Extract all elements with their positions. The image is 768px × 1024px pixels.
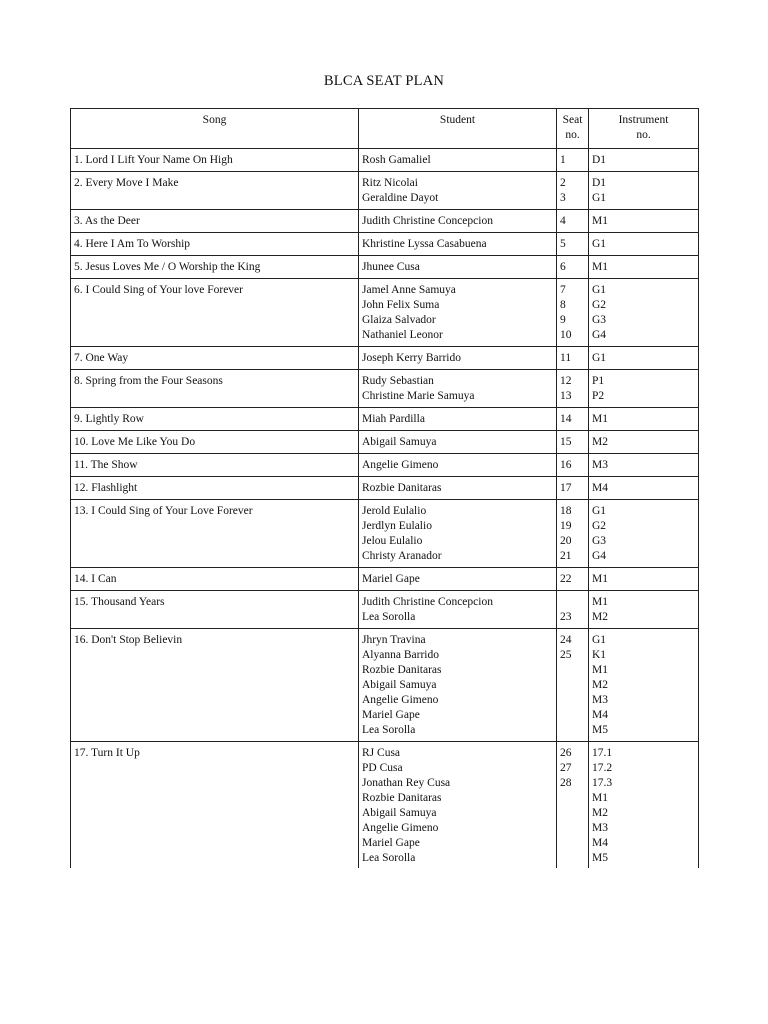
instrument-cell (589, 629, 699, 742)
instrument-number: M3 (592, 694, 608, 706)
table-row (71, 742, 699, 869)
student-name: Angelie Gimeno (362, 822, 439, 834)
seat-number: 11 (560, 352, 572, 364)
table-row (71, 431, 699, 454)
seat-cell (557, 172, 589, 210)
student-name: Jerdlyn Eulalio (362, 520, 432, 532)
instrument-cell (589, 500, 699, 568)
instrument-cell (589, 454, 699, 477)
student-name: Jonathan Rey Cusa (362, 777, 451, 789)
student-name: John Felix Suma (362, 299, 440, 311)
instrument-number: M1 (592, 596, 608, 608)
table-row (71, 347, 699, 370)
instrument-number: M1 (592, 413, 608, 425)
student-cell (359, 233, 557, 256)
seat-cell (557, 477, 589, 500)
student-name: Joseph Kerry Barrido (362, 352, 462, 364)
student-name: Geraldine Dayot (362, 192, 439, 204)
seat-number: 3 (560, 192, 566, 204)
seat-number: 28 (560, 777, 572, 789)
seat-cell (557, 629, 589, 742)
instrument-cell (589, 256, 699, 279)
instrument-number: P2 (592, 390, 605, 402)
instrument-number: M2 (592, 436, 608, 448)
header-instrument-no: Instrument no. (589, 109, 699, 149)
student-name: Angelie Gimeno (362, 694, 439, 706)
instrument-cell (589, 591, 699, 629)
instrument-number: M1 (592, 215, 608, 227)
instrument-number: P1 (592, 375, 605, 387)
student-name: Nathaniel Leonor (362, 329, 443, 341)
seat-cell (557, 233, 589, 256)
song-title: 3. As the Deer (74, 215, 140, 227)
instrument-number: D1 (592, 177, 607, 189)
song-title: 6. I Could Sing of Your love Forever (74, 284, 243, 296)
instrument-number: G3 (592, 314, 607, 326)
song-title: 5. Jesus Loves Me / O Worship the King (74, 261, 261, 273)
song-cell (71, 256, 359, 279)
instrument-number: G1 (592, 634, 607, 646)
student-name: Jhryn Travina (362, 634, 426, 646)
student-name: PD Cusa (362, 762, 403, 774)
instrument-number: M3 (592, 459, 608, 471)
seat-cell (557, 210, 589, 233)
table-row (71, 408, 699, 431)
seat-number: 12 (560, 375, 572, 387)
seat-cell (557, 149, 589, 172)
seat-number: 8 (560, 299, 566, 311)
header-student: Student (359, 109, 557, 149)
instrument-number: M4 (592, 709, 608, 721)
seat-number: 18 (560, 505, 572, 517)
student-name: Rozbie Danitaras (362, 792, 442, 804)
song-cell (71, 279, 359, 347)
seat-number: 6 (560, 261, 566, 273)
student-name: Abigail Samuya (362, 436, 437, 448)
instrument-number: K1 (592, 649, 607, 661)
seat-cell (557, 742, 589, 869)
student-name: Mariel Gape (362, 837, 420, 849)
student-name: Abigail Samuya (362, 807, 437, 819)
seat-number: 15 (560, 436, 572, 448)
student-name: Judith Christine Concepcion (362, 596, 493, 608)
song-cell (71, 408, 359, 431)
seat-number: 13 (560, 390, 572, 402)
student-name: Lea Sorolla (362, 724, 416, 736)
student-cell (359, 477, 557, 500)
header-song: Song (71, 109, 359, 149)
instrument-cell (589, 172, 699, 210)
song-cell (71, 500, 359, 568)
student-cell (359, 149, 557, 172)
student-name: Mariel Gape (362, 573, 420, 585)
table-row (71, 279, 699, 347)
table-row (71, 454, 699, 477)
instrument-cell (589, 347, 699, 370)
instrument-cell (589, 149, 699, 172)
student-name: Angelie Gimeno (362, 459, 439, 471)
student-name: Jhunee Cusa (362, 261, 420, 273)
student-name: Lea Sorolla (362, 611, 416, 623)
seat-cell (557, 256, 589, 279)
page-title: BLCA SEAT PLAN (323, 73, 445, 89)
song-title: 13. I Could Sing of Your Love Forever (74, 505, 253, 517)
header-row (71, 109, 699, 149)
song-title: 15. Thousand Years (74, 596, 165, 608)
student-cell (359, 210, 557, 233)
song-title: 14. I Can (74, 573, 117, 585)
song-title: 1. Lord I Lift Your Name On High (74, 154, 233, 166)
song-cell (71, 210, 359, 233)
song-title: 8. Spring from the Four Seasons (74, 375, 223, 387)
seat-cell (557, 591, 589, 629)
instrument-cell (589, 568, 699, 591)
seat-number: 23 (560, 611, 572, 623)
seat-number: 10 (560, 329, 572, 341)
instrument-number: M5 (592, 724, 608, 736)
table-row (71, 500, 699, 568)
song-cell (71, 149, 359, 172)
seat-number: 21 (560, 550, 572, 562)
instrument-number: D1 (592, 154, 607, 166)
song-title: 10. Love Me Like You Do (74, 436, 196, 448)
instrument-number: G1 (592, 505, 607, 517)
song-title: 16. Don't Stop Believin (74, 634, 183, 646)
instrument-number: M1 (592, 792, 608, 804)
seat-cell (557, 454, 589, 477)
table-row (71, 172, 699, 210)
song-title: 4. Here I Am To Worship (74, 238, 191, 250)
table-row (71, 210, 699, 233)
seat-cell (557, 408, 589, 431)
instrument-number: M1 (592, 664, 608, 676)
song-cell (71, 347, 359, 370)
student-name: Rozbie Danitaras (362, 482, 442, 494)
seat-number: 25 (560, 649, 572, 661)
student-name: Jelou Eulalio (362, 535, 423, 547)
table-row (71, 256, 699, 279)
student-name: Lea Sorolla (362, 852, 416, 864)
table-body (71, 149, 699, 869)
student-name: Rosh Gamaliel (362, 154, 431, 166)
song-cell (71, 431, 359, 454)
song-title: 9. Lightly Row (74, 413, 144, 425)
seat-number: 17 (560, 482, 572, 494)
instrument-number: G4 (592, 329, 607, 341)
song-title: 12. Flashlight (74, 482, 138, 494)
song-cell (71, 370, 359, 408)
student-cell (359, 591, 557, 629)
instrument-number: 17.1 (592, 747, 613, 759)
instrument-number: G1 (592, 352, 607, 364)
student-cell (359, 408, 557, 431)
seat-number: 1 (560, 154, 566, 166)
student-cell (359, 742, 557, 869)
instrument-cell (589, 210, 699, 233)
instrument-cell (589, 370, 699, 408)
song-cell (71, 477, 359, 500)
table-row (71, 370, 699, 408)
student-name: Jerold Eulalio (362, 505, 427, 517)
table-row (71, 233, 699, 256)
instrument-number: M2 (592, 807, 608, 819)
song-cell (71, 742, 359, 869)
table-row (71, 591, 699, 629)
table-row (71, 149, 699, 172)
instrument-number: G2 (592, 520, 607, 532)
instrument-number: M1 (592, 261, 608, 273)
student-cell (359, 500, 557, 568)
student-cell (359, 568, 557, 591)
seat-cell (557, 279, 589, 347)
student-cell (359, 279, 557, 347)
instrument-number: M2 (592, 611, 608, 623)
song-title: 17. Turn It Up (74, 747, 140, 759)
seat-cell (557, 568, 589, 591)
seat-number: 22 (560, 573, 572, 585)
student-name: Judith Christine Concepcion (362, 215, 493, 227)
instrument-number: G1 (592, 284, 607, 296)
student-name: Alyanna Barrido (362, 649, 439, 661)
song-cell (71, 568, 359, 591)
song-title: 2. Every Move I Make (74, 177, 179, 189)
student-name: RJ Cusa (362, 747, 401, 759)
instrument-number: G2 (592, 299, 607, 311)
seat-number: 19 (560, 520, 572, 532)
song-title: 11. The Show (74, 459, 138, 471)
song-title: 7. One Way (74, 352, 129, 364)
seat-number: 27 (560, 762, 572, 774)
table-row (71, 568, 699, 591)
seat-number: 4 (560, 215, 566, 227)
student-cell (359, 370, 557, 408)
instrument-cell (589, 742, 699, 869)
student-name: Glaiza Salvador (362, 314, 436, 326)
seat-cell (557, 370, 589, 408)
seat-cell (557, 347, 589, 370)
student-name: Khristine Lyssa Casabuena (362, 238, 487, 250)
song-cell (71, 629, 359, 742)
student-cell (359, 431, 557, 454)
song-cell (71, 172, 359, 210)
instrument-number: G1 (592, 192, 607, 204)
instrument-number: G1 (592, 238, 607, 250)
student-name: Christy Aranador (362, 550, 442, 562)
seat-number: 16 (560, 459, 572, 471)
instrument-cell (589, 233, 699, 256)
student-cell (359, 454, 557, 477)
seat-number (560, 595, 585, 610)
instrument-cell (589, 279, 699, 347)
student-name: Rozbie Danitaras (362, 664, 442, 676)
student-name: Christine Marie Samuya (362, 390, 475, 402)
song-cell (71, 591, 359, 629)
seat-number: 2 (560, 177, 566, 189)
seat-number: 5 (560, 238, 566, 250)
student-cell (359, 172, 557, 210)
instrument-number: M4 (592, 837, 608, 849)
table-row (71, 477, 699, 500)
seat-cell (557, 431, 589, 454)
instrument-cell (589, 477, 699, 500)
seat-number: 20 (560, 535, 572, 547)
student-name: Miah Pardilla (362, 413, 425, 425)
seat-number: 14 (560, 413, 572, 425)
instrument-number: 17.2 (592, 762, 613, 774)
seat-number: 7 (560, 284, 566, 296)
seat-number: 24 (560, 634, 572, 646)
student-cell (359, 629, 557, 742)
instrument-cell (589, 408, 699, 431)
student-name: Abigail Samuya (362, 679, 437, 691)
instrument-number: M5 (592, 852, 608, 864)
song-cell (71, 233, 359, 256)
student-name: Jamel Anne Samuya (362, 284, 456, 296)
instrument-cell (589, 431, 699, 454)
table-row (71, 629, 699, 742)
instrument-number: M4 (592, 482, 608, 494)
instrument-number: 17.3 (592, 777, 613, 789)
instrument-number: M1 (592, 573, 608, 585)
student-name: Rudy Sebastian (362, 375, 434, 387)
instrument-number: G3 (592, 535, 607, 547)
song-cell (71, 454, 359, 477)
seat-plan-table (70, 108, 699, 868)
seat-number: 26 (560, 747, 572, 759)
student-cell (359, 256, 557, 279)
instrument-number: M3 (592, 822, 608, 834)
student-cell (359, 347, 557, 370)
student-name: Ritz Nicolai (362, 177, 418, 189)
seat-cell (557, 500, 589, 568)
instrument-number: M2 (592, 679, 608, 691)
seat-number: 9 (560, 314, 566, 326)
instrument-number: G4 (592, 550, 607, 562)
student-name: Mariel Gape (362, 709, 420, 721)
header-seat-no: Seat no. (557, 109, 589, 149)
